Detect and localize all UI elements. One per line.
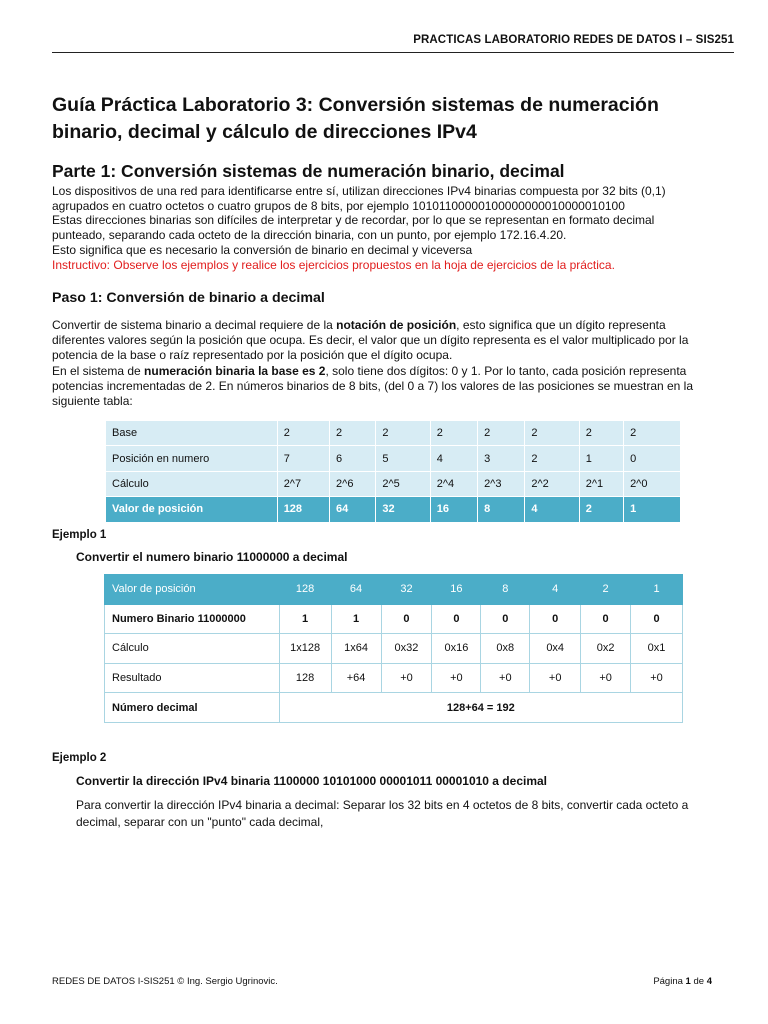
example2-line: decimal, separar con un "punto" cada decimal, [76,815,324,829]
table-cell: 2^6 [330,471,376,496]
row-label: Número decimal [105,693,280,723]
intro-line: Esto significa que es necesario la conversión de binario en decimal y viceversa [52,242,473,257]
row-label: Valor de posición [106,497,277,522]
table-row [106,446,680,471]
column-header: 8 [481,575,530,605]
table-cell: 2^4 [430,471,477,496]
table-cell: 2 [525,421,579,446]
table-cell: 2 [478,421,525,446]
row-label: Base [106,421,277,446]
step1-line: siguiente tabla: [52,394,133,409]
table-cell: +64 [331,663,381,693]
table-cell: 64 [330,497,376,522]
table-cell: 0 [624,446,680,471]
table-cell: 2^2 [525,471,579,496]
page-total: 4 [706,976,712,987]
table-row [105,604,683,634]
table-cell: 5 [376,446,430,471]
table-cell: 0 [432,604,481,634]
table-cell: 2^7 [277,471,329,496]
page-number [653,976,712,987]
table-cell: 32 [376,497,430,522]
row-label: Cálculo [105,634,280,664]
step1-heading: Paso 1: Conversión de binario a decimal [52,290,325,306]
table-cell: 1 [579,446,623,471]
row-label: Numero Binario 11000000 [105,604,280,634]
example2-line: Para convertir la dirección IPv4 binaria a decimal: Separar los 32 bits en 4 octetos de 8 bits, convertir cada octeto a [76,798,689,812]
intro-line: punteado, separando cada octeto de la dirección binaria, con un punto, por ejemplo 172.16.4.20. [52,228,567,243]
step1-line: diferentes valores según la posición que ocupa. Es decir, el valor que un dígito representa es el valor multiplicado por la [52,333,689,348]
row-label: Resultado [105,663,280,693]
column-header: Valor de posición [105,575,280,605]
table-cell: +0 [432,663,481,693]
document-title-line-2: binario, decimal y cálculo de direcciones IPv4 [52,121,477,143]
example1-label: Ejemplo 1 [52,529,107,541]
bold-term: notación de posición [336,318,457,332]
table-cell: 0 [481,604,530,634]
table-cell: 1 [331,604,381,634]
text-run: En el sistema de [52,363,145,378]
table-cell: 0x32 [381,634,432,664]
example2-subtitle: Convertir la dirección IPv4 binaria 1100000 10101000 00001011 00001010 a decimal [76,774,547,788]
example2-label: Ejemplo 2 [52,752,107,764]
table-header-row [105,575,683,605]
table-cell: 0 [381,604,432,634]
instruction-text: Instructivo: Observe los ejemplos y realice los ejercicios propuestos en la hoja de ejercicios de la práctica. [52,257,615,272]
table-cell: 1 [624,497,680,522]
table-cell: +0 [530,663,581,693]
table-cell: +0 [631,663,683,693]
table-row [106,421,680,446]
table-cell: 2^5 [376,471,430,496]
row-label: Cálculo [106,471,277,496]
table-cell: 4 [430,446,477,471]
table-row [106,471,680,496]
page-word: Página [653,976,683,987]
page-header: PRACTICAS LABORATORIO REDES DE DATOS I – SIS251 [413,34,734,46]
footer-credit: REDES DE DATOS I-SIS251 © Ing. Sergio Ugrinovic. [52,976,278,987]
document-title-line-1: Guía Práctica Laboratorio 3: Conversión sistemas de numeración [52,94,659,116]
part1-heading: Parte 1: Conversión sistemas de numeración binario, decimal [52,161,565,181]
table-cell: 7 [277,446,329,471]
table-cell: 2^1 [579,471,623,496]
table-cell: 1x128 [279,634,331,664]
table-cell: 6 [330,446,376,471]
table-cell: 2^0 [624,471,680,496]
table-cell: 128 [277,497,329,522]
intro-line: Los dispositivos de una red para identificarse entre sí, utilizan direcciones IPv4 binarias compuesta por 32 bits (0,1) [52,184,666,198]
table-cell: 0 [581,604,631,634]
table-row [106,497,680,522]
table-cell: 4 [525,497,579,522]
table-cell: +0 [381,663,432,693]
table-cell: 2 [330,421,376,446]
part1-intro [52,184,742,272]
header-divider [52,52,734,53]
table-cell: 2 [376,421,430,446]
step1-paragraph [52,318,742,409]
table-cell: 128 [279,663,331,693]
table-cell: 1 [279,604,331,634]
intro-line: agrupados en cuatro octetos o cuatro grupos de 8 bits, por ejemplo 10101100000100000000010000010100 [52,198,625,213]
table-cell: 2 [277,421,329,446]
table-cell: 2^3 [478,471,525,496]
example1-subtitle: Convertir el numero binario 11000000 a decimal [76,550,348,564]
text-run: , esto significa que un dígito representa [456,318,666,332]
decimal-result: 128+64 = 192 [279,693,682,723]
step1-line [52,318,742,333]
column-header: 32 [381,575,432,605]
column-header: 2 [581,575,631,605]
table-cell: +0 [481,663,530,693]
table-cell: 0x2 [581,634,631,664]
table-row [105,634,683,664]
table-cell: 8 [478,497,525,522]
column-header: 64 [331,575,381,605]
text-run: , solo tiene dos dígitos: 0 y 1. Por lo tanto, cada posición representa [325,363,687,378]
example1-table [104,574,683,723]
table-cell: 0x8 [481,634,530,664]
document-title [52,92,732,146]
example2-paragraph [76,797,736,831]
table-cell: +0 [581,663,631,693]
bold-term: numeración binaria la base es 2 [144,363,326,378]
table-cell: 0x1 [631,634,683,664]
step1-line: potencia de la base o raíz representado por la posición que el dígito ocupa. [52,348,453,363]
table-cell: 0x4 [530,634,581,664]
table-cell: 2 [430,421,477,446]
row-label: Posición en numero [106,446,277,471]
page-current: 1 [685,976,691,987]
table-row [105,663,683,693]
column-header: 4 [530,575,581,605]
page-of: de [693,976,705,987]
step1-line: potencias incrementadas de 2. En números binarios de 8 bits, (del 0 a 7) los valores de las posiciones se muestran en la [52,378,694,393]
table-cell: 0 [530,604,581,634]
table-cell: 0 [631,604,683,634]
table-cell: 2 [525,446,579,471]
column-header: 128 [279,575,331,605]
intro-line: Estas direcciones binarias son difíciles de interpretar y de recordar, por lo que se representan en formato decimal [52,213,655,228]
table-cell: 0x16 [432,634,481,664]
table-cell: 1x64 [331,634,381,664]
column-header: 16 [432,575,481,605]
table-cell: 3 [478,446,525,471]
table-cell: 16 [430,497,477,522]
position-value-table [106,421,680,523]
column-header: 1 [631,575,683,605]
text-run: Convertir de sistema binario a decimal requiere de la [52,318,337,332]
step1-line [52,364,742,379]
table-row [105,693,683,723]
table-cell: 2 [624,421,680,446]
table-cell: 2 [579,421,623,446]
table-cell: 2 [579,497,623,522]
